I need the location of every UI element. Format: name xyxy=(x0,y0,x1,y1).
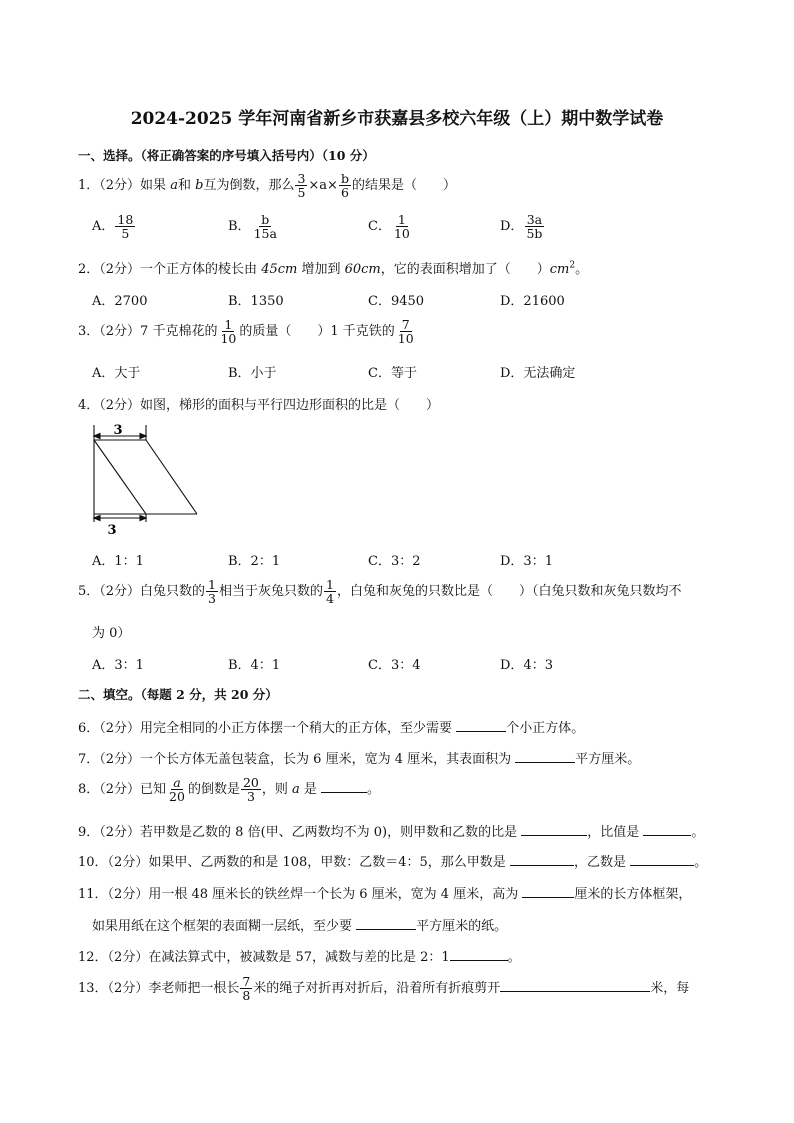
bottom-length-label: 3 xyxy=(107,523,117,538)
q1-option-d xyxy=(500,213,545,240)
q8-f1-num: a xyxy=(173,775,181,790)
q6-answer-blank[interactable] xyxy=(456,718,506,732)
q1-opt-c-den: 10 xyxy=(393,226,410,242)
q1-opt-d-num: 3a xyxy=(526,212,543,227)
question-6 xyxy=(78,717,584,736)
q1-f2-num: b xyxy=(340,171,349,186)
question-5 xyxy=(78,578,681,605)
q1-opt-d-label: D． xyxy=(500,219,524,235)
q1-opt-a-num: 18 xyxy=(117,212,134,227)
q1-option-c xyxy=(368,213,413,240)
question-11-line-2 xyxy=(92,915,507,934)
q13-f-den: 8 xyxy=(242,988,251,1004)
question-4: 4．（2分）如图，梯形的面积与平行四边形面积的比是（ ） xyxy=(78,398,440,413)
q5-continuation: 为 0） xyxy=(92,626,131,641)
q4-option-c: C．3：2 xyxy=(368,554,421,569)
q2-text-2: 增加到 xyxy=(297,262,345,277)
q3-text-2: 的质量（ ）1 千克铁的 xyxy=(239,324,395,340)
q10-text-3: 。 xyxy=(694,855,708,870)
q5-fraction-1 xyxy=(206,578,218,605)
q9-text-2: ，比值是 xyxy=(587,825,644,840)
q5-text-1: 5．（2分）白兔只数的 xyxy=(78,584,206,600)
question-10 xyxy=(78,851,707,870)
question-2 xyxy=(78,258,588,277)
q2-length-1: 45cm xyxy=(261,262,298,277)
q1-opt-b-label: B． xyxy=(228,219,251,235)
top-length-label: 3 xyxy=(113,423,123,438)
q13-answer-blank[interactable] xyxy=(500,978,650,992)
question-9 xyxy=(78,821,704,840)
q11-text-2: 厘米的长方体框架， xyxy=(574,887,692,902)
q2-option-d: D．21600 xyxy=(500,294,565,309)
q11-height-blank[interactable] xyxy=(522,884,574,898)
q5-f1-den: 3 xyxy=(208,591,216,607)
parallelogram-right-side xyxy=(146,440,197,514)
q12-text-2: 。 xyxy=(507,950,521,965)
q1-opt-b-num: b xyxy=(261,212,270,227)
q1-option-a xyxy=(92,213,136,240)
q4-option-d: D．3：1 xyxy=(500,554,553,569)
top-dim-arrow-right xyxy=(140,434,146,439)
q3-f2-den: 10 xyxy=(397,331,414,347)
q2-unit-exponent: 2 xyxy=(569,260,576,271)
q10-text-1: 10．（2分）如果甲、乙两数的和是 108，甲数：乙数＝4：5，那么甲数是 xyxy=(78,855,510,870)
q11-text-1: 11．（2分）用一根 48 厘米长的铁丝焊一个长为 6 厘米，宽为 4 厘米，高为 xyxy=(78,887,523,902)
q1-opt-c-label: C． xyxy=(368,219,391,235)
q8-fraction-1 xyxy=(167,776,187,803)
question-3 xyxy=(78,318,417,345)
q1-f2-den: 6 xyxy=(340,185,349,201)
q4-option-b: B．2：1 xyxy=(228,554,281,569)
dividing-diagonal xyxy=(94,440,146,514)
q1-opt-d-den: 5b xyxy=(526,226,543,242)
q13-text-3: 米，每 xyxy=(650,981,690,997)
bottom-dim-arrow-left xyxy=(94,516,100,521)
q5-option-b: B．4：1 xyxy=(228,658,281,673)
q1-f1-den: 5 xyxy=(297,185,306,201)
q7-text-2: 平方厘米。 xyxy=(575,752,641,767)
q10-text-2: ，乙数是 xyxy=(573,855,631,870)
q8-text-4: 是 xyxy=(299,782,322,798)
q8-f2-num: 20 xyxy=(242,775,259,790)
q2-length-2: 60cm xyxy=(344,262,381,277)
q3-f2-num: 7 xyxy=(401,317,410,332)
bottom-dim-arrow-right xyxy=(140,516,146,521)
q1-var-b: b xyxy=(195,178,204,194)
q2-text-1: 2．（2分）一个正方体的棱长由 xyxy=(78,262,262,277)
q3-fraction-1 xyxy=(218,318,238,345)
q3-text-1: 3．（2分）7 千克棉花的 xyxy=(78,324,218,340)
q1-prefix: 1．（2分）如果 xyxy=(78,178,167,194)
q12-answer-blank[interactable] xyxy=(450,947,508,961)
q3-option-c: C．等于 xyxy=(368,366,417,381)
q13-text-2: 米的绳子对折再对折后，沿着所有折痕剪开 xyxy=(253,981,501,997)
page-title: 2024-2025 学年河南省新乡市获嘉县多校六年级（上）期中数学试卷 xyxy=(130,109,664,129)
q1-fraction-2 xyxy=(339,172,351,199)
q10-yi-blank[interactable] xyxy=(630,852,694,866)
q5-option-c: C．3：4 xyxy=(368,658,421,673)
q2-text-3: ，它的表面积增加了（ ） xyxy=(380,262,550,277)
q8-text-1: 8．（2分）已知 xyxy=(78,782,167,798)
q2-text-4: 。 xyxy=(575,262,589,277)
q5-text-2: 相当于灰兔只数的 xyxy=(219,584,324,600)
q6-text-1: 6．（2分）用完全相同的小正方体摆一个稍大的正方体，至少需要 xyxy=(78,721,457,736)
q5-option-a: A．3：1 xyxy=(92,658,144,673)
q3-option-b: B．小于 xyxy=(228,366,277,381)
q5-text-3: ，白兔和灰兔的只数比是（ ）（白兔只数和灰兔只数均不 xyxy=(336,584,682,600)
question-13 xyxy=(78,975,689,1002)
q8-f2-den: 3 xyxy=(246,789,255,805)
q3-f1-num: 1 xyxy=(224,317,233,332)
q10-jia-blank[interactable] xyxy=(510,852,574,866)
q7-text-1: 7．（2分）一个长方体无盖包装盒，长为 6 厘米，宽为 4 厘米，其表面积为 xyxy=(78,752,516,767)
q2-option-b: B．1350 xyxy=(228,294,284,309)
question-1 xyxy=(78,172,456,199)
q8-answer-blank[interactable] xyxy=(321,779,367,793)
q11-text-3: 如果用纸在这个框架的表面糊一层纸，至少要 xyxy=(92,919,357,934)
section-heading-fill: 二、填空。（每题 2 分，共 20 分） xyxy=(78,687,278,702)
section-heading-choice: 一、选择。（将正确答案的序号填入括号内）（10 分） xyxy=(78,148,375,163)
q1-var-a: a xyxy=(170,178,178,194)
q7-answer-blank[interactable] xyxy=(515,749,575,763)
q5-f1-num: 1 xyxy=(208,577,216,592)
q9-text-1: 9．（2分）若甲数是乙数的 8 倍(甲、乙两数均不为 0)，则甲数和乙数的比是 xyxy=(78,825,522,840)
q1-option-b xyxy=(228,213,280,240)
q1-opt-a-label: A． xyxy=(92,219,115,235)
q9-ratio-blank[interactable] xyxy=(521,822,587,836)
q8-text-3: ，则 xyxy=(261,782,293,798)
q1-fraction-1 xyxy=(295,172,307,199)
question-12 xyxy=(78,946,521,965)
q8-var-a: a xyxy=(292,782,300,798)
q3-option-a: A．大于 xyxy=(92,366,141,381)
trapezoid-parallelogram-figure xyxy=(88,420,208,540)
q9-value-blank[interactable] xyxy=(643,822,691,836)
q2-option-a: A．2700 xyxy=(92,294,148,309)
q12-text-1: 12．（2分）在减法算式中，被减数是 57，减数与差的比是 2：1 xyxy=(78,950,450,965)
q2-option-c: C．9450 xyxy=(368,294,425,309)
q5-option-d: D．4：3 xyxy=(500,658,553,673)
question-11 xyxy=(78,883,691,902)
q1-opt-c-num: 1 xyxy=(397,212,406,227)
q6-text-2: 个小正方体。 xyxy=(506,721,585,736)
q1-f1-num: 3 xyxy=(297,171,306,186)
q3-fraction-2 xyxy=(396,318,416,345)
q13-fraction xyxy=(240,975,252,1002)
q3-option-d: D．无法确定 xyxy=(500,366,576,381)
q5-fraction-2 xyxy=(324,578,336,605)
question-8 xyxy=(78,776,380,803)
top-dim-arrow-left xyxy=(94,434,100,439)
q1-suffix: 的结果是（ ） xyxy=(351,178,456,194)
q8-text-2: 的倒数是 xyxy=(187,782,240,798)
q5-f2-num: 1 xyxy=(326,577,334,592)
q8-text-5: 。 xyxy=(367,782,381,798)
question-7 xyxy=(78,748,640,767)
q11-text-4: 平方厘米的纸。 xyxy=(416,919,508,934)
q13-text-1: 13．（2分）李老师把一根长 xyxy=(78,981,240,997)
q11-area-blank[interactable] xyxy=(356,916,416,930)
q1-he: 和 xyxy=(177,178,191,194)
q13-f-num: 7 xyxy=(242,974,251,989)
q1-mid: 互为倒数，那么 xyxy=(203,178,295,194)
q1-opt-a-den: 5 xyxy=(121,226,130,242)
q5-f2-den: 4 xyxy=(326,591,334,607)
q3-f1-den: 10 xyxy=(220,331,237,347)
q1-opt-b-den: 15a xyxy=(253,226,277,242)
q2-unit: cm xyxy=(549,262,570,277)
q8-f1-den: 20 xyxy=(169,789,185,805)
q4-option-a: A．1：1 xyxy=(92,554,144,569)
q9-text-3: 。 xyxy=(691,825,705,840)
q1-times: ×a× xyxy=(308,178,338,194)
q8-fraction-2 xyxy=(241,776,261,803)
